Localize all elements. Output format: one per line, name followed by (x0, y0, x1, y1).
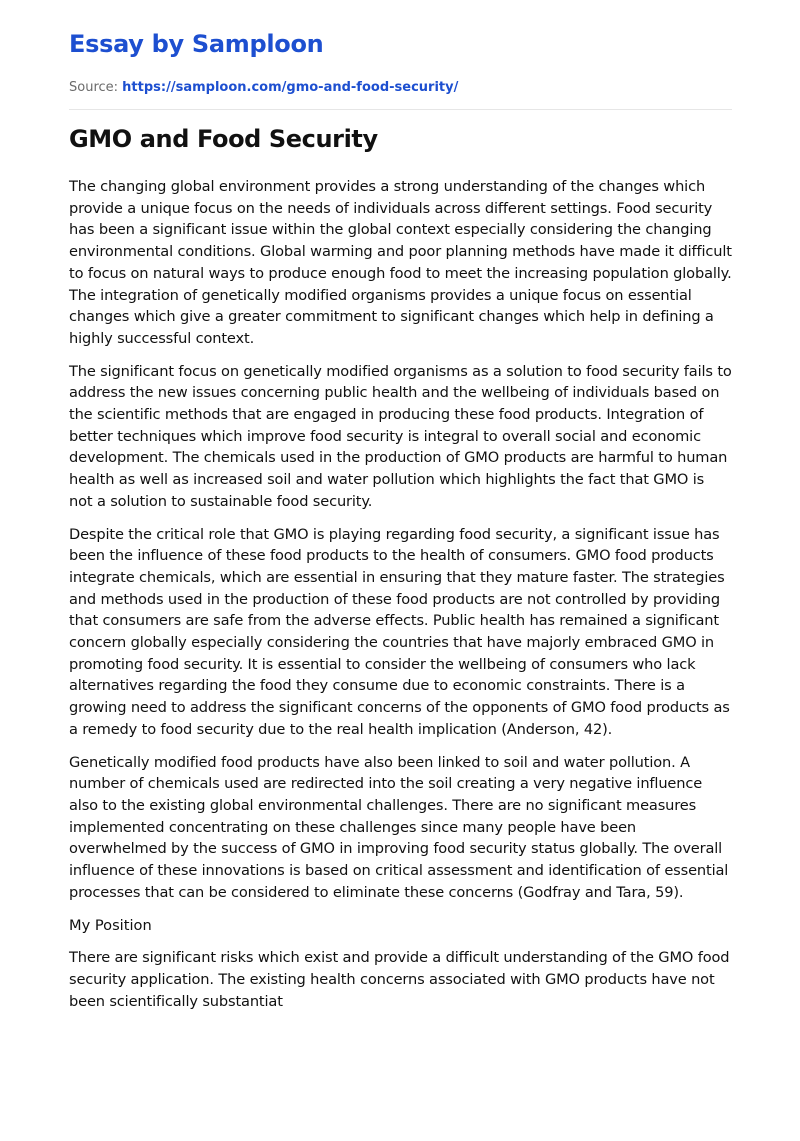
essay-paragraph: Genetically modified food products have also been linked to soil and water pollution. A number of chemicals used are redirected into the soil creating a very negative influence also to the existing global environmental challenges. There are no significant measures implemented concentrating on these challenges since many people have been overwhelmed by the success of GMO in improving food security status globally. The overall influence of these innovations is based on critical assessment and identification of essential processes that can be considered to eliminate these concerns (Godfray and Tara, 59). (69, 753, 729, 901)
essay-paragraph: Despite the critical role that GMO is playing regarding food security, a significant issue has been the influence of these food products to the health of consumers. GMO food products integrate chemicals, which are essential in ensuring that they mature faster. The strategies and methods used in the production of these food products are not controlled by providing that consumers are safe from the adverse effects. Public health has remained a significant concern globally especially considering the countries that have majorly embraced GMO in promoting food security. It is essential to consider the wellbeing of consumers who lack alternatives regarding the food they consume due to economic constraints. There is a growing need to address the significant concerns of the opponents of GMO food products as a remedy to food security due to the real health implication (Anderson, 42). (69, 525, 730, 738)
essay-paragraph-truncated: There are significant risks which exist and provide a difficult understanding of the GMO food security application. The existing health concerns associated with GMO products have not been scientifically substantiat (69, 949, 730, 1010)
essay-paragraph: The changing global environment provides a strong understanding of the changes which provide a unique focus on the needs of individuals across different settings. Food security has been a significant issue within the global context especially considering the changing environmental conditions. Global warming and poor planning methods have made it difficult to focus on natural ways to produce enough food to meet the increasing population globally. The integration of genetically modified organisms provides a unique focus on essential changes which give a greater commitment to significant changes which help in defining a highly successful context. (69, 178, 732, 347)
source-link[interactable]: https://samploon.com/gmo-and-food-security/ (122, 80, 459, 95)
essay-title: GMO and Food Security (69, 125, 378, 153)
section-heading-my-position: My Position (69, 916, 152, 934)
source-line (69, 80, 732, 96)
essay-paragraph: The significant focus on genetically modified organisms as a solution to food security fails to address the new issues concerning public health and the wellbeing of individuals based on the scientific methods that are engaged in producing these food products. Integration of better techniques which improve food security is integral to overall social and economic development. The chemicals used in the production of GMO products are harmful to human health as well as increased soil and water pollution which highlights the fact that GMO is not a solution to sustainable food security. (69, 362, 732, 510)
header-divider (69, 109, 732, 110)
source-label: Source: (69, 80, 119, 95)
brand-title: Essay by Samploon (69, 30, 324, 58)
essay-body (69, 176, 732, 1012)
